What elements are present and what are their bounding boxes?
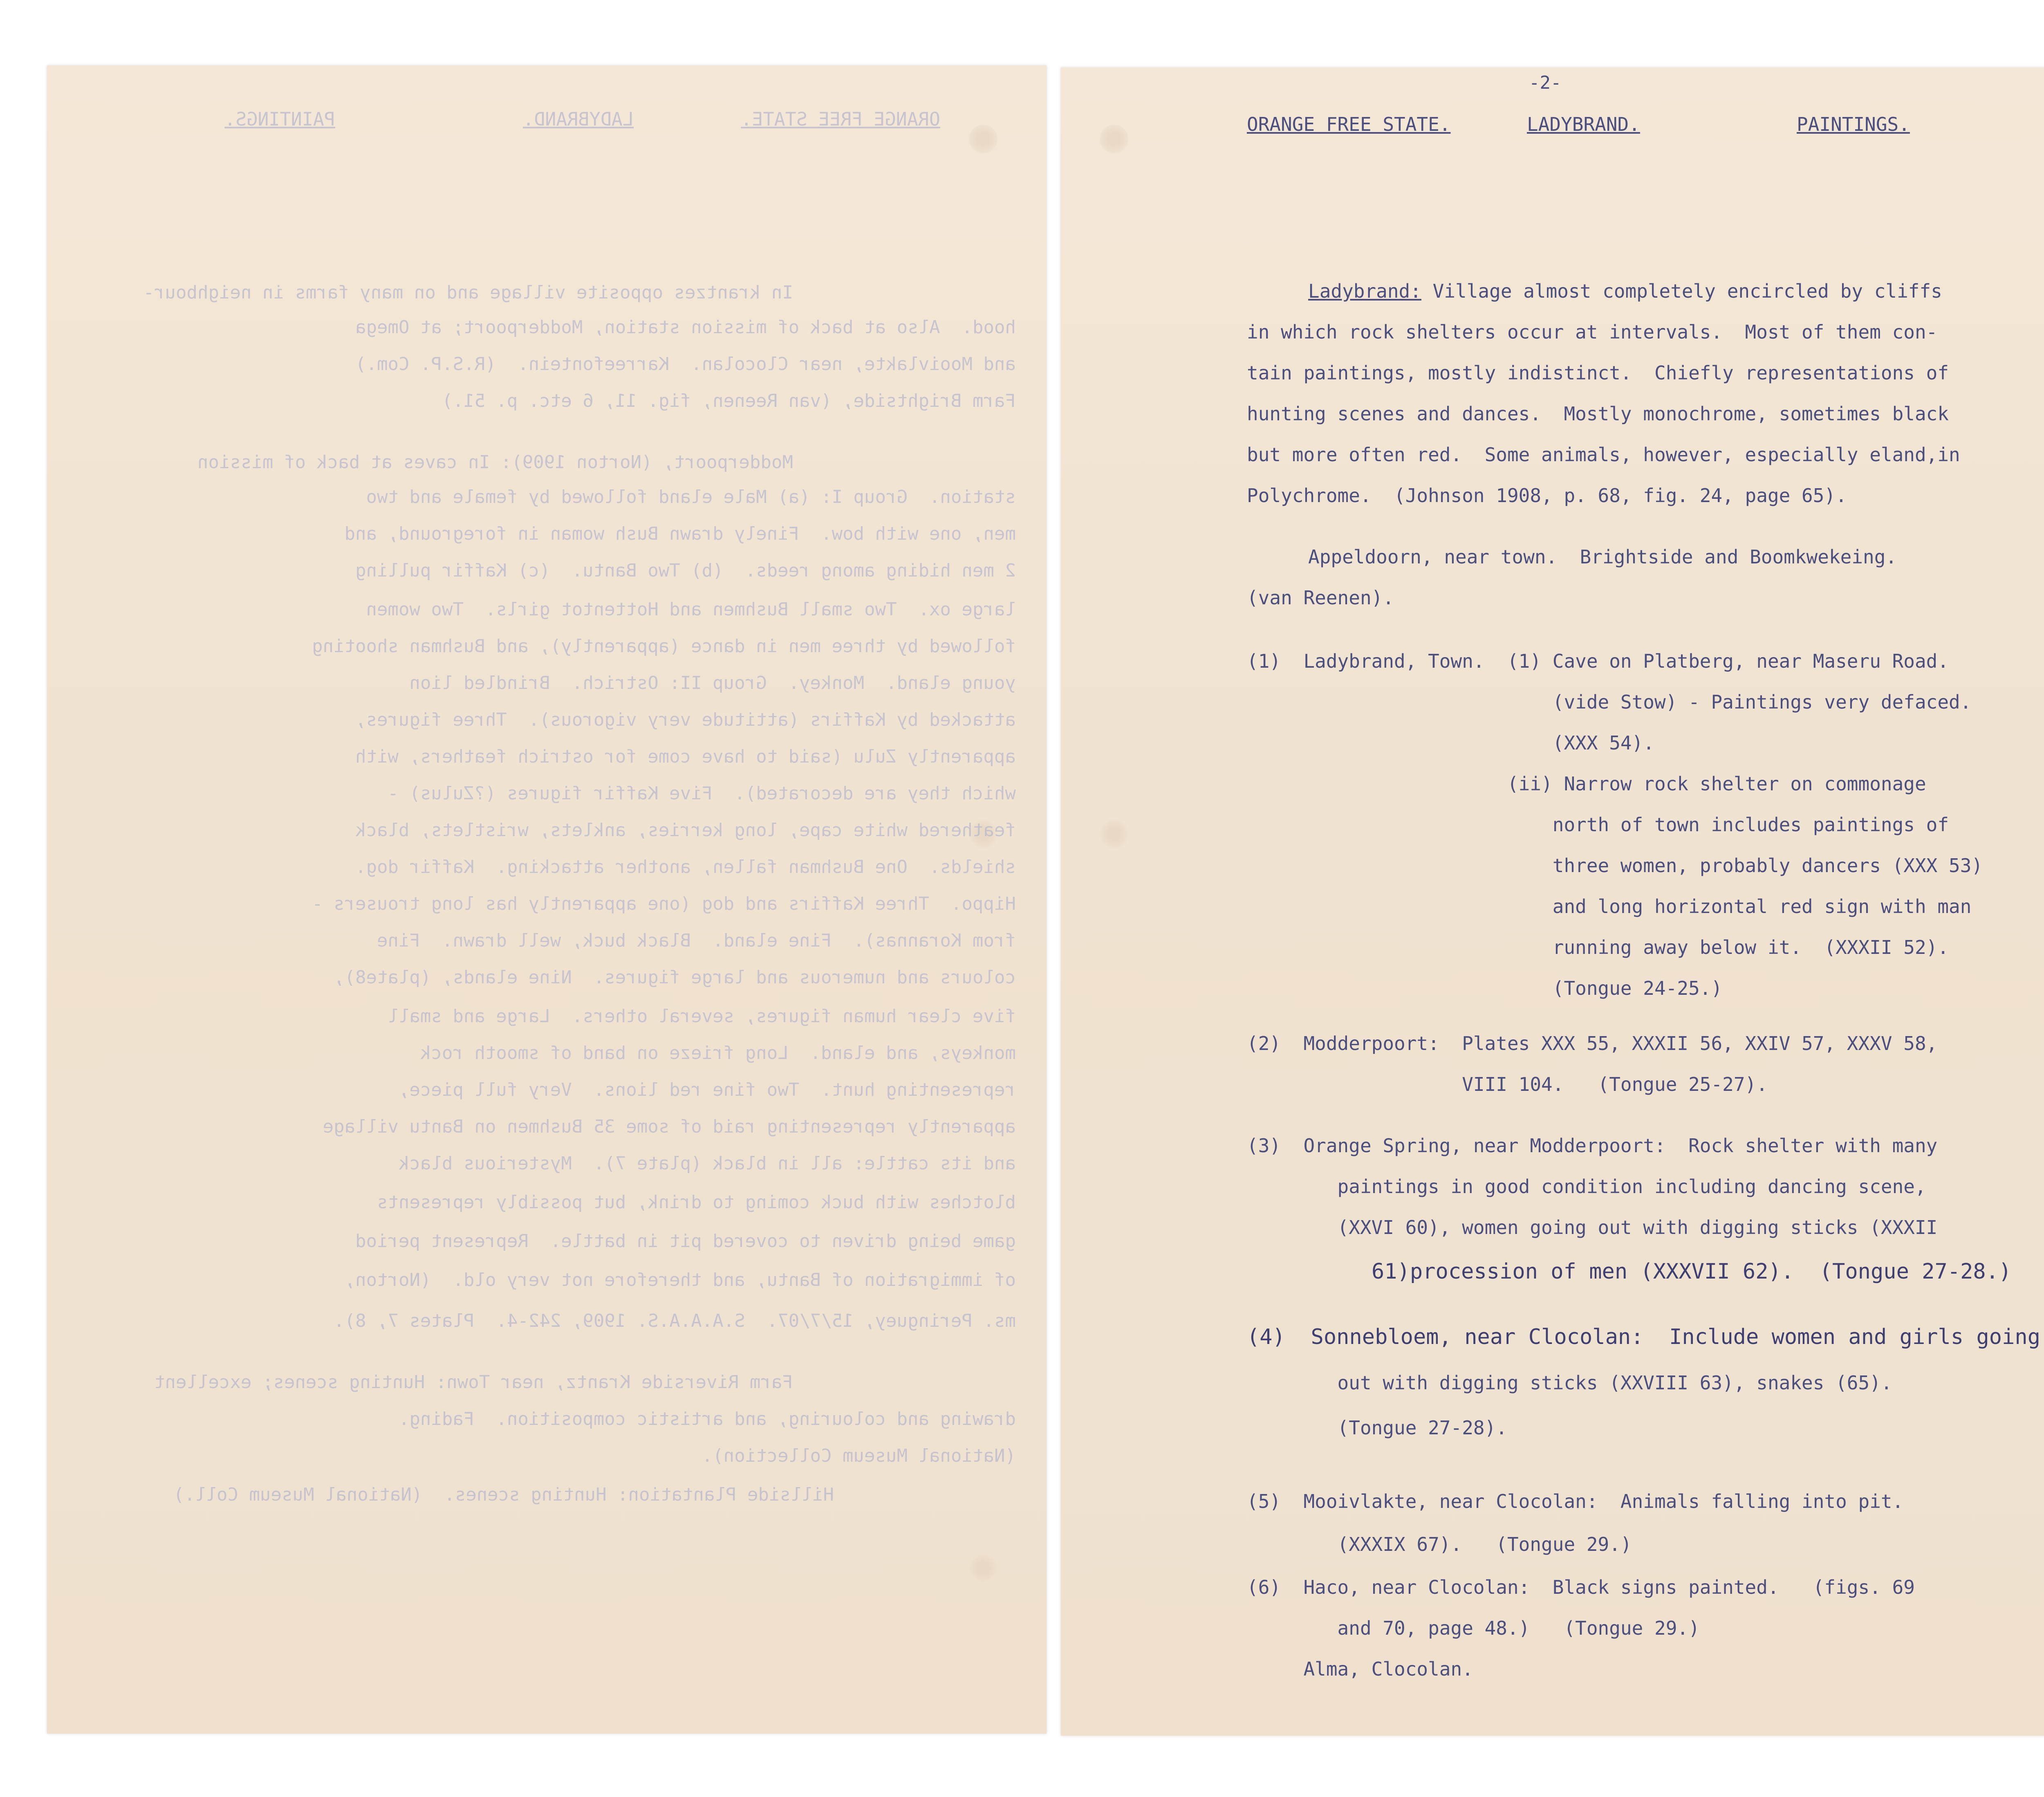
page-number: -2- <box>1529 72 1562 93</box>
text-line: running away below it. (XXXII 52). <box>1247 936 1949 958</box>
text-line: Alma, Clocolan. <box>1247 1658 1473 1680</box>
bleed-line: which they are decorated). Five Kaffir figures (?Zulus) - <box>388 783 1016 804</box>
bleed-line: followed by three men in dance (apparently), and Bushman shooting <box>312 636 1016 657</box>
text-line: (XXXIX 67). (Tongue 29.) <box>1247 1533 1632 1555</box>
bleed-line: Hippo. Three Kaffirs and dog (one apparently has long trousers - <box>312 893 1016 914</box>
text-line: (XXVI 60), women going out with digging sticks (XXXII <box>1247 1216 1938 1238</box>
bleed-line: ms. Peringuey, 15/7/07. S.A.A.A.S. 1909, 242-4. Plates 7, 8). <box>334 1310 1016 1331</box>
text-line: and 70, page 48.) (Tongue 29.) <box>1247 1617 1700 1639</box>
bleed-line: hood. Also at back of mission station, Modderpoort; at Omega <box>355 317 1016 338</box>
text-line: (XXX 54). <box>1247 732 1654 754</box>
intro-term: Ladybrand: <box>1308 280 1421 302</box>
bleed-line: Farm Riverside Krantz, near Town: Hunting scenes; excellent <box>154 1372 793 1393</box>
header-region: ORANGE FREE STATE. <box>1247 113 1451 135</box>
bleed-line: 2 men hiding among reeds. (b) Two Bantu. (c) Kaffir pulling <box>355 560 1016 581</box>
intro-line: Village almost completely encircled by cliffs <box>1421 280 1942 302</box>
bleed-line: colours and numerous and large figures. Nine elands, (plate8), <box>334 967 1016 988</box>
text-line: Polychrome. (Johnson 1908, p. 68, fig. 24, page 65). <box>1247 485 1847 507</box>
bleed-line: Hillside Plantation: Hunting scenes. (National Museum Coll.) <box>173 1484 834 1505</box>
intro-first-line <box>1308 280 1942 302</box>
text-line: north of town includes paintings of <box>1247 814 1949 836</box>
header-topic: PAINTINGS. <box>1797 113 1910 135</box>
punch-hole <box>1100 820 1128 848</box>
text-line: (6) Haco, near Clocolan: Black signs painted. (figs. 69 <box>1247 1576 1915 1598</box>
bleed-line: feathered white cape, long kerries, anklets, wristlets, black <box>355 820 1016 841</box>
bleed-line: and its cattle: all in black (plate 7). Mysterious black <box>399 1153 1016 1174</box>
bleed-line: large ox. Two small Bushmen and Hottentot girls. Two women <box>366 599 1016 620</box>
text-line: (van Reenen). <box>1247 587 1394 609</box>
text-line: tain paintings, mostly indistinct. Chiefly representations of <box>1247 362 1949 384</box>
bleed-line: men, one with bow. Finely drawn Bush woman in foreground, and <box>344 523 1016 544</box>
text-line: (2) Modderpoort: Plates XXX 55, XXXII 56, XXIV 57, XXXV 58, <box>1247 1032 1938 1054</box>
bleed-line: drawing and colouring, and artistic composition. Fading. <box>399 1409 1016 1429</box>
bleed-line: station. Group I: (a) Male eland followed by female and two <box>366 487 1016 507</box>
text-line: VIII 104. (Tongue 25-27). <box>1247 1073 1768 1095</box>
text-line: 61)procession of men (XXXVII 62). (Tongue 27-28.) <box>1372 1259 2012 1284</box>
right-page <box>1061 67 2044 1736</box>
left-page <box>47 65 1047 1734</box>
text-line: paintings in good condition including dancing scene, <box>1247 1176 1926 1198</box>
text-line: (5) Mooivlakte, near Clocolan: Animals falling into pit. <box>1247 1490 1904 1512</box>
bleed-line: Modderpoort, (Norton 1909): In caves at back of mission <box>197 452 793 473</box>
bleed-line: monkeys, and eland. Long frieze on band of smooth rock <box>420 1043 1016 1063</box>
text-line: in which rock shelters occur at intervals. Most of them con- <box>1247 321 1938 343</box>
bleed-line: young eland. Monkey. Group II: Ostrich. Brindled lion <box>409 673 1016 693</box>
text-line: Appeldoorn, near town. Brightside and Boomkwekeing. <box>1308 546 1897 568</box>
bleed-line: In krantzes opposite village and on many farms in neighbour- <box>143 282 793 303</box>
bleed-heading-region: ORANGE FREE STATE. <box>741 108 940 130</box>
bleed-heading-place: LADYBRAND. <box>523 108 634 130</box>
text-line: (1) Ladybrand, Town. (1) Cave on Platberg, near Maseru Road. <box>1247 650 1949 672</box>
text-line: (vide Stow) - Paintings very defaced. <box>1247 691 1972 713</box>
bleed-line: of immigration of Bantu, and therefore not very old. (Norton, <box>344 1270 1016 1290</box>
text-line: (Tongue 27-28). <box>1247 1417 1507 1439</box>
text-line: and long horizontal red sign with man <box>1247 895 1972 918</box>
bleed-line: apparently representing raid of some 35 Bushmen on Bantu village <box>323 1116 1016 1137</box>
bleed-line: shields. One Bushman fallen, another attacking. Kaffir dog. <box>355 857 1016 877</box>
bleed-line: (National Museum Collection). <box>702 1445 1016 1466</box>
punch-hole <box>1100 125 1128 153</box>
text-line: hunting scenes and dances. Mostly monochrome, sometimes black <box>1247 403 1949 425</box>
text-line: (Tongue 24-25.) <box>1247 977 1723 999</box>
bleed-line: from Korannas). Fine eland. Black buck, well drawn. Fine <box>377 930 1016 951</box>
bleed-line: blotches with buck coming to drink, but possibly represents <box>377 1192 1016 1213</box>
bleed-line: five clear human figures, several others. Large and small <box>388 1006 1016 1027</box>
bleed-line: game being driven to covered pit in battle. Represent period <box>355 1231 1016 1252</box>
bleed-line: Farm Brightside, (van Reenen, fig. 11, 6 etc. p. 51.) <box>442 390 1016 411</box>
text-line: three women, probably dancers (XXX 53) <box>1247 855 1983 877</box>
text-line: out with digging sticks (XXVIII 63), snakes (65). <box>1247 1372 1892 1394</box>
header-place: LADYBRAND. <box>1527 113 1640 135</box>
text-line: (3) Orange Spring, near Modderpoort: Rock shelter with many <box>1247 1135 1938 1157</box>
bleed-line: representing hunt. Two fine red lions. Very full piece, <box>399 1079 1016 1100</box>
text-line: (ii) Narrow rock shelter on commonage <box>1247 773 1926 795</box>
bleed-line: and Mooivlakte, near Clocolan. Karreefontein. (R.S.P. Com.) <box>355 354 1016 375</box>
text-line: but more often red. Some animals, however, especially eland,in <box>1247 444 1960 466</box>
bleed-through-text <box>47 65 1047 1734</box>
bleed-heading-topic: PAINTINGS. <box>224 108 335 130</box>
bleed-line: attacked by Kaffirs (attitude very vigorous). Three figures, <box>355 709 1016 730</box>
text-line: (4) Sonnebloem, near Clocolan: Include women and girls going <box>1247 1325 2041 1349</box>
bleed-line: apparently Zulu (said to have come for ostrich feathers, with <box>355 746 1016 767</box>
